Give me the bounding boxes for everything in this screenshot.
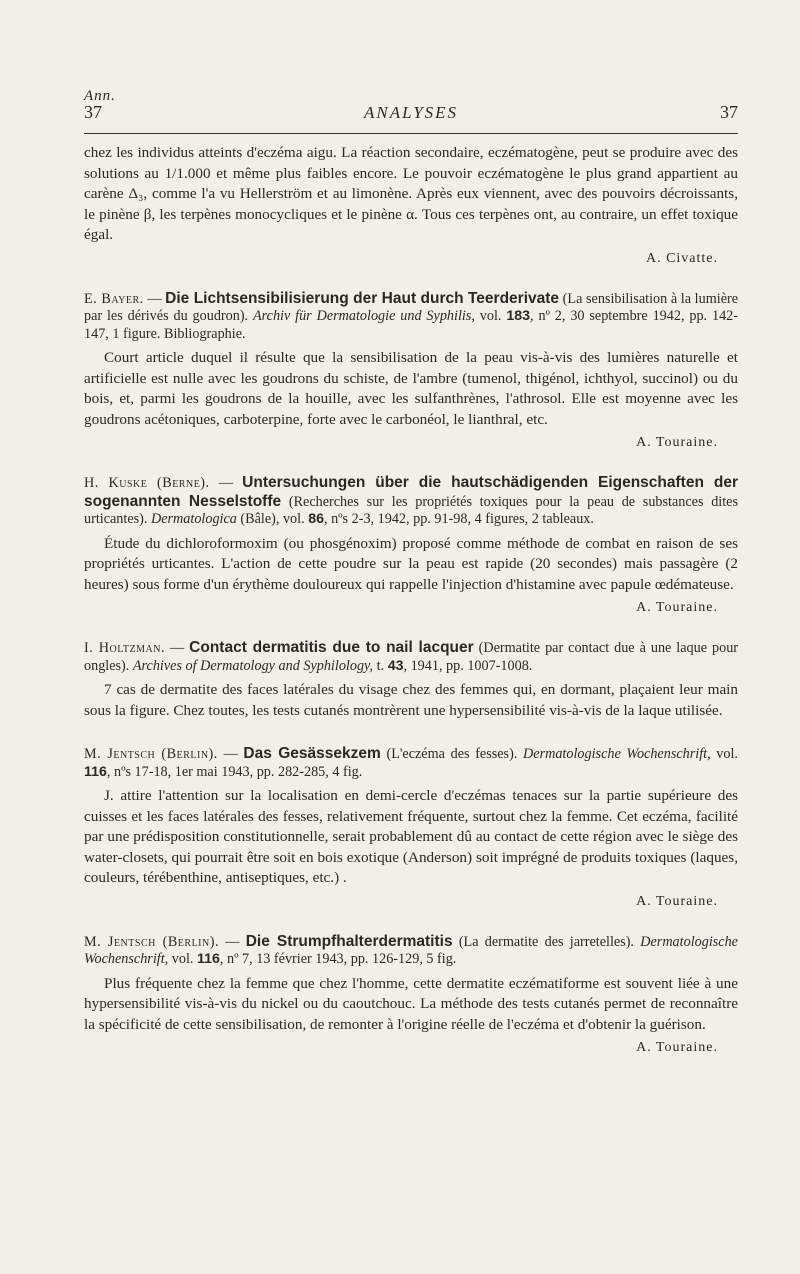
reviewer-signature: A. Touraine. — [636, 1040, 718, 1055]
dash: — — [209, 475, 243, 491]
citation-details: , nº 7, 13 février 1943, pp. 126-129, 5 fig. — [219, 951, 457, 967]
reviewer-signature: A. Civatte. — [645, 250, 718, 266]
journal-abbreviation: Ann. — [84, 88, 116, 104]
volume-prefix: vol. — [168, 951, 197, 967]
volume-prefix: (Bâle), vol. — [236, 511, 309, 527]
section-title: ANALYSES — [363, 103, 459, 122]
article-title: Das Gesässekzem — [243, 745, 381, 762]
reviewer-signature: A. Touraine. — [636, 435, 718, 450]
citation-details: , 1941, pp. 1007-1008. — [403, 657, 533, 674]
journal-name: Archiv für Dermatologie und Syphilis, — [252, 308, 475, 324]
author: H. Kuske (Berne). — [84, 475, 210, 491]
author: M. Jentsch (Berlin). — [84, 933, 219, 950]
journal-name: Dermatologische Wochenschrift, — [523, 746, 711, 762]
citation-details: , nºs 2-3, 1942, pp. 91-98, 4 figures, 2 tableaux. — [323, 511, 594, 527]
translated-title: (Dermatite par contact due à une laque pour ongles). — [84, 640, 739, 674]
citation — [84, 639, 738, 675]
citation — [84, 474, 738, 529]
running-head — [84, 88, 738, 128]
citation — [84, 933, 738, 969]
continued-paragraph: chez les individus atteints d'eczéma aigu. La réaction secondaire, eczématogène, peut se produire avec des solutions au 1/1.000 et même plus faibles encore. Le pouvoir eczématogène le plus grand appartient au carène Δ₃, comme l'a vu Hellerström et au limonène. Après eux viennent, avec des pouvoirs décroissants, le pinène β, les terpènes monocycliques et le pinène α. Tous ces terpènes ont, au contraire, un effet toxique égal. — [84, 144, 738, 243]
article-title: Die Lichtsensibilisierung der Haut durch Teerderivate — [165, 289, 560, 307]
analysis-entry — [84, 474, 738, 618]
volume-number: 116 — [84, 763, 107, 780]
citation — [84, 745, 738, 781]
reviewer-signature: A. Touraine. — [636, 893, 718, 909]
analysis-body: 7 cas de dermatite des faces latérales du visage chez des femmes qui, en dormant, plaçaient leur main sous la figure. Chez toutes, les tests cutanés montrèrent une hypersensibilité vis-à-vis de la laque utilisée. — [84, 681, 738, 719]
header-rule — [84, 133, 738, 134]
article-title: Contact dermatitis due to nail lacquer — [189, 639, 474, 656]
analysis-body: Court article duquel il résulte que la sensibilisation de la peau vis-à-vis des lumières naturelle et artificielle est nulle avec les goudrons du schiste, de l'ambre (tumenol, thigénol, ichthyol, succinol) ou du bois, et, parmi les goudrons de la houille, avec les sulfanthrènes, l'athrosol. Elle est moyenne avec les goudrons acétoniques, carboterpine, forte avec le carbonéol, le lianthral, etc. — [84, 349, 738, 428]
volume-prefix: t. — [373, 657, 388, 674]
author: E. Bayer. — [84, 290, 144, 307]
page-number-left: 37 — [84, 102, 102, 122]
translated-title: (La dermatite des jarretelles). — [452, 933, 641, 950]
volume-number: 43 — [387, 657, 404, 674]
page-number-right: 37 — [720, 102, 738, 122]
dash: — — [217, 746, 244, 762]
dash: — — [219, 933, 246, 950]
article-title: Die Strumpfhalterdermatitis — [245, 932, 453, 950]
page-content — [84, 143, 738, 1058]
volume-number: 86 — [308, 511, 324, 527]
analysis-body: J. attire l'attention sur la localisation en demi-cercle d'eczémas tenaces sur la partie supérieure des cuisses et les faces latérales des fesses, relativement fréquente, surtout chez la femme. Cet eczéma, facilité par une prédisposition constitutionnelle, serait probablement dû au contact de cette région avec le siège des water-closets, qui pourrait être soit en bois exotique (Anderson) soit imprégné de produits toxiques (laques, couleurs, térébenthine, antiseptiques, etc.) . — [84, 787, 738, 886]
volume-number: 183 — [506, 308, 531, 324]
journal-name: Archives of Dermatology and Syphilology, — [132, 657, 374, 674]
journal-name: Dermatologica — [150, 511, 237, 527]
citation — [84, 290, 738, 344]
journal-name: Dermatologische Wochenschrift, — [84, 933, 738, 967]
translated-title: (La sensibilisation à la lumière par les dérivés du goudron). — [84, 290, 739, 324]
analysis-entry — [84, 745, 738, 912]
author: I. Holtzman. — [84, 640, 166, 656]
analysis-body: Étude du dichloroformoxim (ou phosgénoxim) proposé comme méthode de combat en raison de ses propriétés urticantes. L'action de cette poudre sur la peau est rapide (20 secondes) mais passagère (2 heures) sous forme d'un érythème douloureux qui rappelle l'injection d'histamine avec papule œdémateuse. — [84, 534, 738, 593]
analysis-body: Plus fréquente chez la femme que chez l'homme, cette dermatite eczématiforme est souvent liée à une hypersensibilité vis-à-vis du nickel ou du caoutchouc. La méthode des tests cutanés permet de reconnaître la spécificité de cette sensibilisation, de remonter à l'origine réelle de l'eczéma et d'obtenir la guérison. — [84, 974, 738, 1033]
article-title: Untersuchungen über die hautschädigenden Eigenschaften der sogenannten Nesselstoffe — [84, 474, 738, 510]
volume-number: 116 — [196, 951, 220, 967]
analysis-entry — [84, 290, 738, 454]
translated-title: (Recherches sur les propriétés toxiques pour la peau de substances dites urticantes). — [84, 493, 739, 527]
dash: — — [165, 640, 190, 656]
citation-details: , nºs 17-18, 1er mai 1943, pp. 282-285, 4 fig. — [106, 763, 363, 780]
dash: — — [143, 290, 166, 307]
analysis-entry — [84, 639, 738, 721]
analysis-entry — [84, 933, 738, 1059]
volume-prefix: vol. — [474, 308, 507, 324]
reviewer-signature: A. Touraine. — [636, 600, 718, 615]
citation-details: , nº 2, 30 septembre 1942, pp. 142-147, 1 figure. Bibliographie. — [84, 308, 738, 342]
translated-title: (L'eczéma des fesses). — [380, 746, 524, 762]
author: M. Jentsch (Berlin). — [84, 746, 218, 762]
volume-prefix: vol. — [710, 746, 738, 762]
